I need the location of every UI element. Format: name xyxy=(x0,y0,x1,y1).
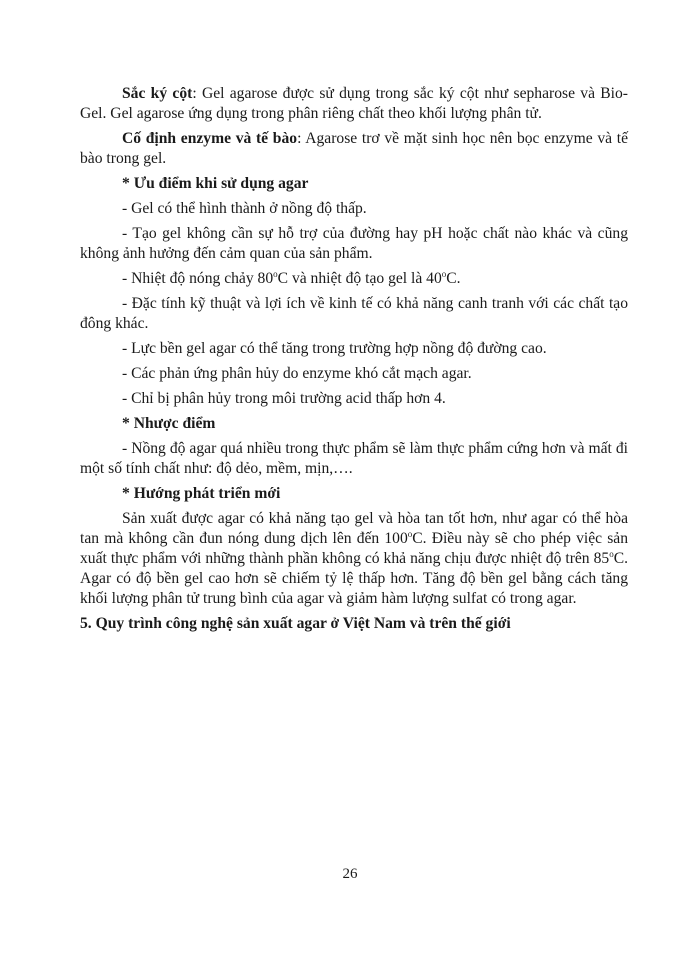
bullet-item: - Tạo gel không cần sự hỗ trợ của đường hay pH hoặc chất nào khác và cũng không ảnh hưởng đến cảm quan của sản phẩm. xyxy=(80,225,628,262)
document-page xyxy=(80,84,628,639)
bullet-item: - Nồng độ agar quá nhiều trong thực phẩm sẽ làm thực phẩm cứng hơn và mất đi một số tính chất như: độ dẻo, mềm, mịn,…. xyxy=(80,440,628,477)
heading-new-directions: * Hướng phát triển mới xyxy=(122,485,281,502)
heading-advantages: * Ưu điểm khi sử dụng agar xyxy=(122,175,309,192)
paragraph-text: : Agarose trơ về mặt sinh học nên bọc enzyme và tế bào trong gel. xyxy=(80,130,628,167)
paragraph-text: : Gel agarose được sử dụng trong sắc ký cột như sepharose và Bio-Gel. Gel agarose ứng dụng trong phân riêng chất theo khối lượng phân tử. xyxy=(80,85,628,122)
paragraph-new-directions: Sản xuất được agar có khả năng tạo gel và hòa tan tốt hơn, như agar có thể hòa tan mà không cần đun nóng dung dịch lên đến 100$^o$C. Điều này sẽ cho phép việc sản xuất thực phẩm với những thành phần không có khả năng chịu được nhiệt độ trên 85$^o$C. Agar có độ bền gel cao hơn sẽ chiếm tỷ lệ thấp hơn. Tăng độ bền gel bằng cách tăng khối lượng phân tử trung bình của agar và giảm hàm lượng sulfat có trong agar. xyxy=(80,510,628,607)
bullet-item: - Nhiệt độ nóng chảy 80$^o$C và nhiệt độ tạo gel là 40$^o$C. xyxy=(122,268,461,287)
bullet-item: - Gel có thể hình thành ở nồng độ thấp. xyxy=(122,200,367,217)
term-label: Sắc ký cột xyxy=(122,85,193,102)
bullet-item: - Chỉ bị phân hủy trong môi trường acid thấp hơn 4. xyxy=(122,390,446,407)
term-label: Cố định enzyme và tế bào xyxy=(122,130,298,147)
section-heading: 5. Quy trình công nghệ sản xuất agar ở Việt Nam và trên thế giới xyxy=(80,615,511,632)
heading-disadvantages: * Nhược điểm xyxy=(122,415,216,432)
bullet-item: - Các phản ứng phân hủy do enzyme khó cắt mạch agar. xyxy=(122,365,472,382)
paragraph-immobilization xyxy=(80,129,628,169)
paragraph-column-chromatography xyxy=(80,84,628,124)
bullet-item: - Đặc tính kỹ thuật và lợi ích về kinh tế có khả năng canh tranh với các chất tạo đông khác. xyxy=(80,295,628,332)
page-number: 26 xyxy=(342,866,358,882)
bullet-item: - Lực bền gel agar có thể tăng trong trường hợp nồng độ đường cao. xyxy=(122,340,547,357)
